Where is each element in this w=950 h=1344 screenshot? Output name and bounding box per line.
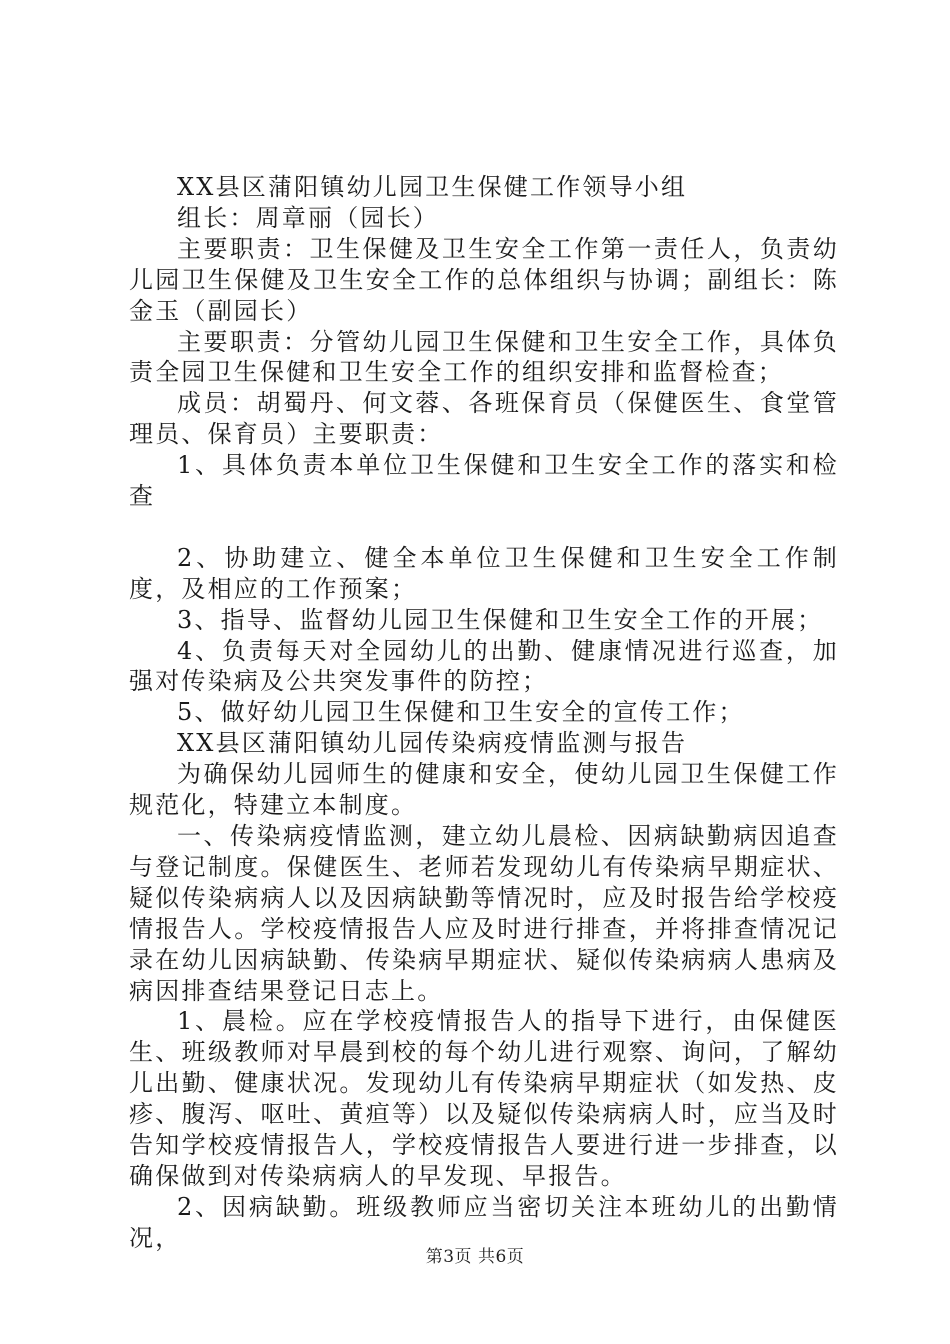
list-item-duty-3: 3、指导、监督幼儿园卫生保健和卫生安全工作的开展； [177,605,824,634]
paragraph-sick-absence: 2、因病缺勤。班级教师应当密切关注本班幼儿的出勤情况， [129,1192,839,1252]
section-title-epidemic-monitoring: XX县区蒲阳镇幼儿园传染病疫情监测与报告 [177,729,688,758]
paragraph-members: 成员：胡蜀丹、何文蓉、各班保育员（保健医生、食堂管理员、保育员）主要职责： [129,389,839,449]
list-item-duty-5: 5、做好幼儿园卫生保健和卫生安全的宣传工作； [177,698,745,727]
paragraph-morning-check: 1、晨检。应在学校疫情报告人的指导下进行，由保健医生、班级教师对早晨到校的每个幼儿进行观察、询问，了解幼儿出勤、健康状况。发现幼儿有传染病早期症状（如发热、皮疹、腹泻、呕吐、黄疸等）以及疑似传染病病人时，应当及时告知学校疫情报告人，学校疫情报告人要进行进一步排查，以确保做到对传染病病人的早发现、早报告。 [129,1007,839,1190]
document-body [129,172,839,1254]
paragraph-deputy-duties: 主要职责：分管幼儿园卫生保健和卫生安全工作，具体负责全园卫生保健和卫生安全工作的组织安排和监督检查； [129,327,839,387]
paragraph-monitoring-system: 一、传染病疫情监测，建立幼儿晨检、因病缺勤病因追查与登记制度。保健医生、老师若发现幼儿有传染病早期症状、疑似传染病病人以及因病缺勤等情况时，应及时报告给学校疫情报告人。学校疫情报告人应及时进行排查，并将排查情况记录在幼儿因病缺勤、传染病早期症状、疑似传染病病人患病及病因排查结果登记日志上。 [129,822,839,1005]
section-title-leadership-group: XX县区蒲阳镇幼儿园卫生保健工作领导小组 [177,173,688,201]
paragraph-leader-duties: 主要职责：卫生保健及卫生安全工作第一责任人，负责幼儿园卫生保健及卫生安全工作的总体组织与协调；副组长：陈金玉（副园长） [129,234,839,325]
list-item-duty-2: 2、协助建立、健全本单位卫生保健和卫生安全工作制度，及相应的工作预案； [129,543,839,603]
list-item-duty-4: 4、负责每天对全园幼儿的出勤、健康情况进行巡查，加强对传染病及公共突发事件的防控； [129,636,839,696]
paragraph-purpose: 为确保幼儿园师生的健康和安全，使幼儿园卫生保健工作规范化，特建立本制度。 [129,760,839,820]
paragraph-group-leader: 组长：周章丽（园长） [177,203,439,232]
page-number-footer: 第3页 共6页 [425,1247,525,1267]
list-item-duty-1: 1、具体负责本单位卫生保健和卫生安全工作的落实和检查 [129,451,839,511]
